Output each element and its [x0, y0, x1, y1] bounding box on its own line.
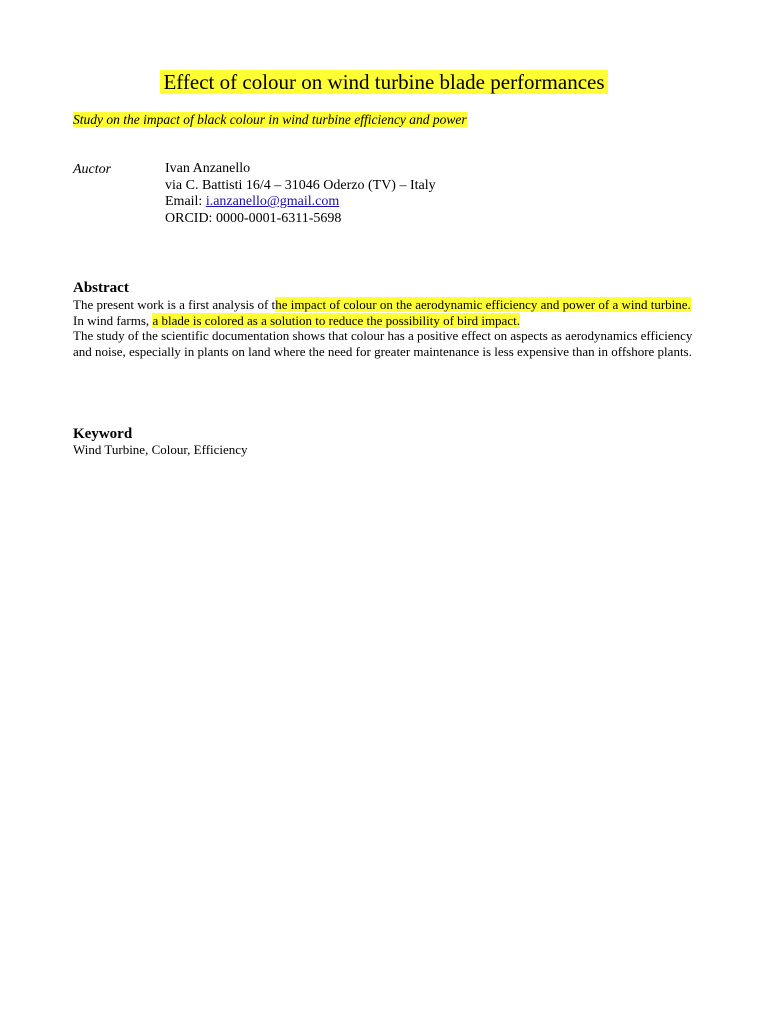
author-name: Ivan Anzanello [165, 161, 251, 176]
author-email-line [165, 194, 436, 211]
email-link[interactable]: i.anzanello@gmail.com [205, 194, 340, 210]
paper-title-text: Effect of colour on wind turbine blade performances [160, 70, 607, 94]
abstract-paragraph-2: The study of the scientific documentation shows that colour has a positive effect on aspects as aerodynamics efficiency and noise, especially in plants on land where the need for greater maintenance is less expensive than in offshore plants. [73, 328, 693, 359]
paper-title [0, 68, 768, 96]
keyword-list: Wind Turbine, Colour, Efficiency [73, 442, 248, 457]
keyword-heading: Keyword [73, 426, 133, 442]
abstract-body [73, 297, 703, 359]
abstract-text-1: The present work is a first analysis of t [73, 297, 276, 312]
author-orcid: ORCID: 0000-0001-6311-5698 [165, 211, 342, 227]
author-label: Auctor [73, 162, 112, 177]
paper-subtitle [73, 111, 467, 129]
abstract-paragraph-1 [73, 297, 703, 328]
author-block [165, 161, 436, 228]
author-address: via C. Battisti 16/4 – 31046 Oderzo (TV) – Italy [165, 177, 436, 193]
abstract-highlight-2: a blade is colored as a solution to reduce the possibility of bird impact. [152, 312, 520, 328]
abstract-text-2: In wind farms, [73, 312, 153, 328]
email-label: Email: [165, 194, 206, 210]
abstract-highlight-1: he impact of colour on the aerodynamic efficiency and power of a wind turbine. [275, 297, 691, 312]
abstract-heading: Abstract [73, 280, 129, 296]
paper-subtitle-text: Study on the impact of black colour in wind turbine efficiency and power [73, 112, 467, 127]
